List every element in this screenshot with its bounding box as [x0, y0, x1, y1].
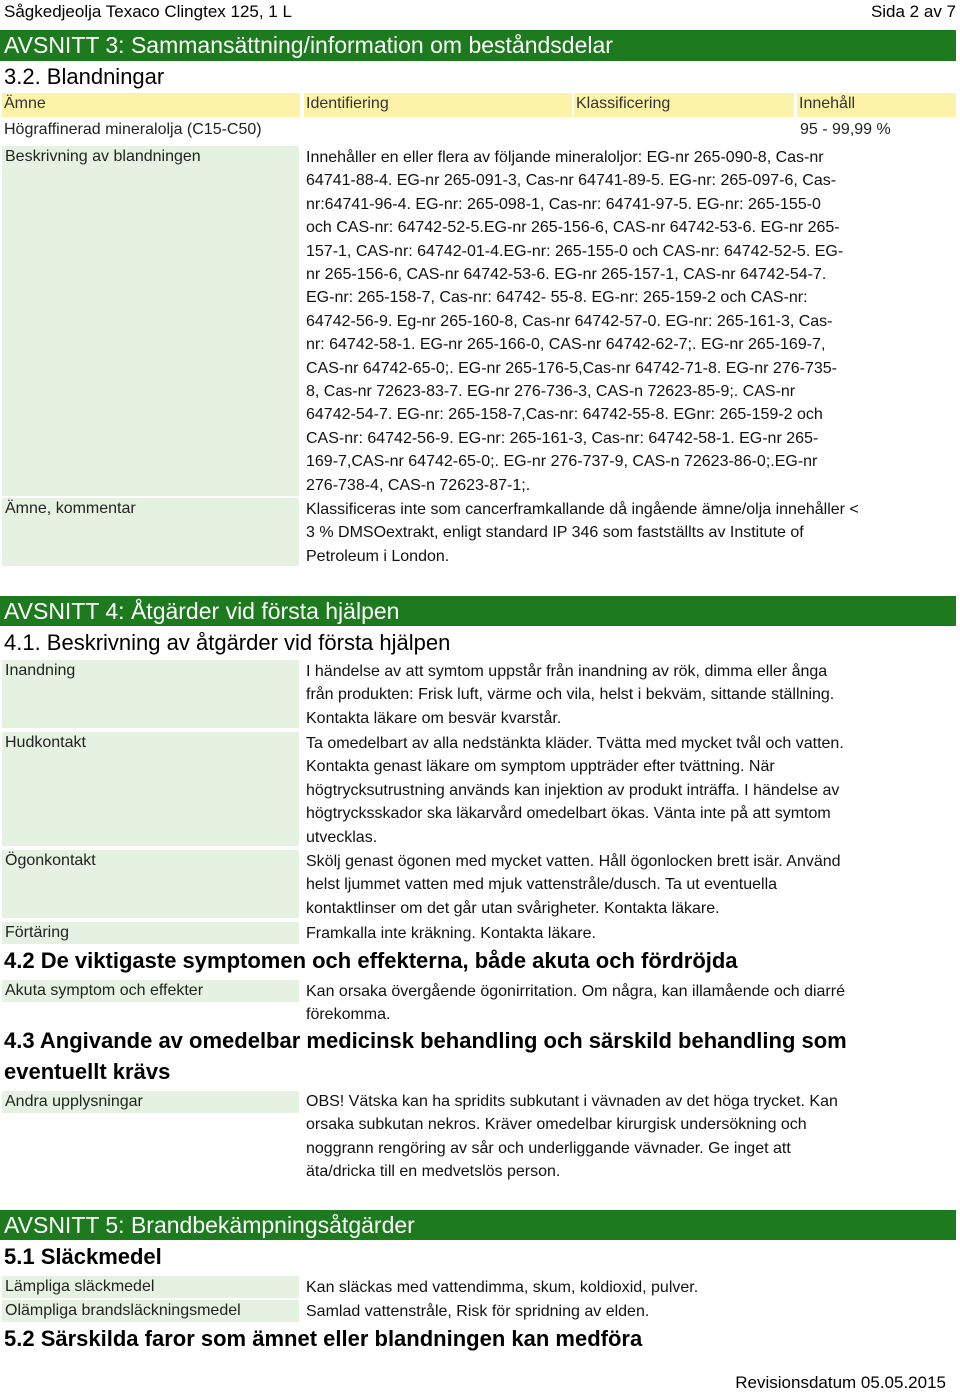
- label-akuta: Akuta symptom och effekter: [2, 980, 299, 1002]
- label-lampliga: Lämpliga släckmedel: [2, 1276, 299, 1298]
- col-header-identifiering: Identifiering: [304, 93, 572, 117]
- value-lampliga: Kan släckas med vattendimma, skum, koldioxid, pulver.: [306, 1279, 699, 1296]
- label-ogonkontakt: Ögonkontakt: [2, 850, 299, 918]
- text-line: helst ljummet vatten med mjuk vattenstråle/dusch. Ta ut eventuella: [306, 876, 778, 894]
- value-andra: [306, 1090, 906, 1184]
- text-line: nr: 64742-58-1. EG-nr 265-166-0, CAS-nr 64742-62-7;. EG-nr 265-169-7,: [306, 336, 826, 354]
- substance-name: Högraffinerad mineralolja (C15-C50): [4, 121, 262, 138]
- label-beskrivning: Beskrivning av blandningen: [2, 146, 299, 496]
- label-hudkontakt: Hudkontakt: [2, 732, 299, 846]
- text-line: kontaktlinser om det går utan svårigheter. Kontakta läkare.: [306, 899, 720, 917]
- col-header-amne: Ämne: [2, 93, 300, 117]
- label-amne-kommentar: Ämne, kommentar: [2, 498, 299, 566]
- text-line: förekomma.: [306, 1006, 391, 1024]
- section4-sub3-line2: eventuellt krävs: [4, 1059, 171, 1084]
- text-line: 64742-54-7. EG-nr: 265-158-7,Cas-nr: 64742-55-8. EGnr: 265-159-2 och: [306, 406, 823, 424]
- section4-sub3-line1: 4.3 Angivande av omedelbar medicinsk behandling och särskild behandling som: [4, 1028, 847, 1053]
- text-line: noggrann rengöring av sår och underliggande vävnader. Ge inget att: [306, 1139, 791, 1157]
- text-line: CAS-nr 64742-65-0;. EG-nr 265-176-5,Cas-nr 64742-71-8. EG-nr 276-735-: [306, 359, 837, 377]
- text-line: CAS-nr: 64742-56-9. EG-nr: 265-161-3, Cas-nr: 64742-58-1. EG-nr 265-: [306, 429, 819, 447]
- text-line: Kontakta läkare om besvär kvarstår.: [306, 709, 562, 727]
- text-line: och CAS-nr: 64742-52-5.EG-nr 265-156-6, CAS-nr 64742-53-6. EG-nr 265-: [306, 219, 840, 237]
- value-olampliga: Samlad vattenstråle, Risk för spridning av elden.: [306, 1303, 650, 1320]
- text-line: högtrycksskador ska läkarvård omedelbart ökas. Vänta inte på att symtom: [306, 805, 831, 823]
- text-line: 3 % DMSOextrakt, enligt standard IP 346 som fastställts av Institute of: [306, 524, 804, 542]
- text-line: nr 265-156-6, CAS-nr 64742-53-6. EG-nr 265-157-1, CAS-nr 64742-54-7.: [306, 266, 827, 284]
- section3-title: AVSNITT 3: Sammansättning/information om beståndsdelar: [0, 30, 956, 61]
- value-inandning: [306, 660, 906, 730]
- text-line: 157-1, CAS-nr: 64742-01-4.EG-nr: 265-155-0 och CAS-nr: 64742-52-5. EG-: [306, 242, 844, 260]
- text-line: 8, Cas-nr 72623-83-7. EG-nr 276-736-3, CAS-n 72623-85-9;. CAS-nr: [306, 383, 796, 401]
- text-line: 169-7,CAS-nr 64742-65-0;. EG-nr 276-737-9, CAS-n 72623-86-0;.EG-nr: [306, 453, 818, 471]
- text-line: Ta omedelbart av alla nedstänkta kläder. Tvätta med mycket tvål och vatten.: [306, 735, 844, 752]
- value-hudkontakt: [306, 732, 906, 849]
- col-header-klassificering: Klassificering: [574, 93, 794, 117]
- substance-content: 95 - 99,99 %: [800, 121, 891, 138]
- text-line: EG-nr: 265-158-7, Cas-nr: 64742- 55-8. EG-nr: 265-159-2 och CAS-nr:: [306, 289, 808, 307]
- section5-sub1: 5.1 Släckmedel: [4, 1244, 162, 1269]
- text-line: Petroleum i London.: [306, 547, 450, 565]
- value-amne-kommentar: [306, 498, 906, 568]
- section5-title: AVSNITT 5: Brandbekämpningsåtgärder: [0, 1210, 956, 1240]
- value-ogonkontakt: [306, 850, 906, 920]
- text-line: 64741-88-4. EG-nr 265-091-3, Cas-nr 64741-89-5. EG-nr: 265-097-6, Cas-: [306, 172, 837, 190]
- value-beskrivning: [306, 146, 906, 497]
- text-line: nr:64741-96-4. EG-nr: 265-098-1, Cas-nr: 64741-97-5. EG-nr: 265-155-0: [306, 195, 821, 213]
- text-line: Kontakta genast läkare om symptom uppträder efter tvättning. När: [306, 758, 775, 776]
- text-line: äta/dricka till en medvetslös person.: [306, 1163, 561, 1181]
- text-line: Innehåller en eller flera av följande mineraloljor: EG-nr 265-090-8, Cas-nr: [306, 149, 824, 166]
- col-header-innehall: Innehåll: [797, 93, 956, 117]
- label-inandning: Inandning: [2, 660, 299, 728]
- value-akuta: [306, 980, 906, 1027]
- section5-sub2: 5.2 Särskilda faror som ämnet eller blandningen kan medföra: [4, 1326, 643, 1351]
- text-line: utvecklas.: [306, 828, 378, 846]
- section4-sub1: 4.1. Beskrivning av åtgärder vid första hjälpen: [4, 630, 451, 655]
- text-line: Klassificeras inte som cancerframkallande då ingående ämne/olja innehåller <: [306, 501, 859, 518]
- label-andra: Andra upplysningar: [2, 1091, 299, 1113]
- text-line: 276-738-4, CAS-n 72623-87-1;.: [306, 476, 531, 494]
- product-name: Sågkedjeolja Texaco Clingtex 125, 1 L: [4, 2, 292, 21]
- section4-sub2: 4.2 De viktigaste symptomen och effekterna, både akuta och fördröjda: [4, 948, 738, 973]
- text-line: högtrycksutrustning används kan injektion av produkt inträffa. I händelse av: [306, 781, 840, 799]
- label-fortaring: Förtäring: [2, 922, 299, 944]
- text-line: Skölj genast ögonen med mycket vatten. Håll ögonlocken brett isär. Använd: [306, 853, 841, 870]
- page-number: Sida 2 av 7: [870, 2, 956, 21]
- revision-date: Revisionsdatum 05.05.2015: [735, 1373, 946, 1392]
- section4-title: AVSNITT 4: Åtgärder vid första hjälpen: [0, 596, 956, 626]
- text-line: Framkalla inte kräkning. Kontakta läkare.: [306, 925, 596, 942]
- section3-subtitle: 3.2. Blandningar: [4, 64, 165, 89]
- text-line: 64742-56-9. Eg-nr 265-160-8, Cas-nr 64742-57-0. EG-nr: 265-161-3, Cas-: [306, 312, 833, 330]
- label-olampliga: Olämpliga brandsläckningsmedel: [2, 1300, 299, 1322]
- text-line: från produkten: Frisk luft, värme och vila, helst i bekväm, sittande ställning.: [306, 686, 835, 704]
- page-header: [4, 2, 956, 26]
- text-line: OBS! Vätska kan ha spridits subkutant i vävnaden av det höga trycket. Kan: [306, 1093, 838, 1110]
- value-fortaring: [306, 922, 906, 945]
- text-line: Kan orsaka övergående ögonirritation. Om några, kan illamående och diarré: [306, 983, 845, 1000]
- text-line: orsaka subkutan nekros. Kräver omedelbar kirurgisk undersökning och: [306, 1116, 807, 1134]
- text-line: I händelse av att symtom uppstår från inandning av rök, dimma eller ånga: [306, 663, 828, 680]
